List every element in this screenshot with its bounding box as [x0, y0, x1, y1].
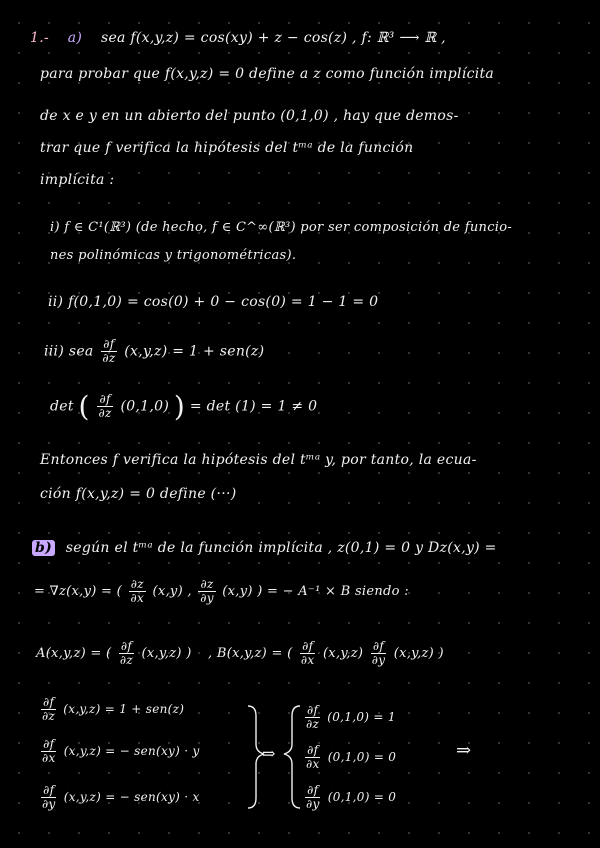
fraction-denominator: ∂y — [371, 653, 386, 667]
fraction-denominator: ∂z — [306, 717, 320, 731]
fraction-denominator: ∂z — [119, 653, 134, 667]
open-paren: ( — [78, 390, 90, 423]
fraction-numerator: ∂f — [302, 639, 314, 653]
partial-f-z-expression: (x,y,z) = 1 + sen(z) — [124, 343, 265, 360]
system-left-expr-1: (x,y,z) = 1 + sen(z) — [63, 702, 185, 716]
implies-arrow-2: ⇒ — [456, 740, 472, 761]
implies-arrow-1: ⇒ — [262, 744, 276, 763]
text-line-3: de x e y en un abierto del punto (0,1,0) , hay que demos- — [40, 108, 459, 124]
fraction-denominator: ∂x — [42, 751, 56, 765]
fraction-numerator: ∂f — [306, 703, 319, 717]
part-b-text: según el tᵐᵃ de la función implícita , z(0,1) = 0 y Dz(x,y) = — [65, 540, 497, 556]
close-paren: ) — [173, 390, 186, 423]
matrix-b-lhs: , B(x,y,z) = ( — [208, 646, 293, 661]
fraction-denominator: ∂z — [42, 709, 56, 723]
part-a-label: a) — [67, 30, 83, 46]
det-result: = det (1) = 1 ≠ 0 — [189, 398, 318, 415]
fraction-numerator: ∂f — [120, 639, 133, 653]
text-line-4: trar que f verifica la hipótesis del tᵐᵃ de la función — [40, 140, 414, 156]
fraction-denominator: ∂y — [200, 591, 214, 605]
fraction-denominator: ∂x — [300, 653, 315, 667]
matrix-a-arg: (x,y,z) ) — [141, 646, 192, 661]
fraction-denominator: ∂y — [42, 797, 56, 811]
conclusion-line-2: ción f(x,y,z) = 0 define (···) — [40, 486, 237, 502]
system-right-expr-3: (0,1,0) = 0 — [327, 790, 397, 804]
fraction-numerator: ∂f — [103, 337, 115, 351]
system-right-expr-2: (0,1,0) = 0 — [327, 750, 397, 764]
condition-iii-label: iii) sea — [44, 343, 94, 360]
text-line-2: para probar que f(x,y,z) = 0 define a z como función implícita — [40, 66, 495, 82]
matrix-b-arg-1: (x,y,z) — [322, 646, 364, 661]
det-point: (0,1,0) — [120, 398, 170, 415]
fraction-numerator: ∂f — [43, 783, 55, 797]
fraction-numerator: ∂f — [307, 743, 319, 757]
fraction-numerator: ∂f — [42, 695, 55, 709]
gradient-rhs: ) = − A⁻¹ × B siendo : — [257, 584, 409, 599]
part-b-label: b) — [32, 540, 55, 556]
condition-i-line-2: nes polinómicas y trigonométricas). — [50, 248, 297, 263]
fraction-denominator: ∂z — [102, 351, 116, 365]
system-right-row-3 — [302, 784, 396, 811]
fraction-numerator: ∂f — [43, 737, 55, 751]
condition-i-line-1: i) f ∈ C¹(ℝ³) (de hecho, f ∈ C^∞(ℝ³) por ser composición de funcio- — [50, 220, 513, 235]
gradient-arg-1: (x,y) , — [152, 584, 192, 599]
system-right-expr-1: (0,1,0) = 1 — [327, 710, 396, 724]
left-brace-icon — [284, 706, 300, 808]
det-label: det — [50, 398, 74, 415]
fraction-denominator: ∂z — [98, 406, 112, 420]
system-left-expr-3: (x,y,z) = − sen(xy) · x — [63, 790, 200, 804]
system-left-expr-2: (x,y,z) = − sen(xy) · y — [63, 744, 200, 758]
text-line-5: implícita : — [40, 172, 115, 188]
conclusion-line-1: Entonces f verifica la hipótesis del tᵐᵃ y, por tanto, la ecua- — [40, 452, 477, 468]
fraction-numerator: ∂f — [307, 783, 319, 797]
fraction-numerator: ∂f — [99, 392, 111, 406]
fraction-denominator: ∂y — [306, 797, 320, 811]
fraction-denominator: ∂x — [130, 591, 145, 605]
fraction-numerator: ∂f — [372, 639, 385, 653]
matrix-b-arg-2: (x,y,z) ) — [393, 646, 444, 661]
gradient-lhs: = ∇z(x,y) = ( — [34, 584, 123, 599]
fraction-numerator: ∂z — [200, 577, 214, 591]
function-definition: sea f(x,y,z) = cos(xy) + z − cos(z) , f: ℝ³ ⟶ ℝ , — [100, 30, 446, 46]
problem-number: 1.- — [30, 30, 49, 46]
matrix-a-lhs: A(x,y,z) = ( — [36, 646, 112, 661]
fraction-denominator: ∂x — [306, 757, 320, 771]
fraction-numerator: ∂z — [130, 577, 144, 591]
gradient-arg-2: (x,y) — [222, 584, 253, 599]
system-right-row-1 — [302, 704, 396, 731]
system-right-row-2 — [302, 744, 396, 771]
condition-ii: ii) f(0,1,0) = cos(0) + 0 − cos(0) = 1 − 1 = 0 — [48, 294, 379, 310]
